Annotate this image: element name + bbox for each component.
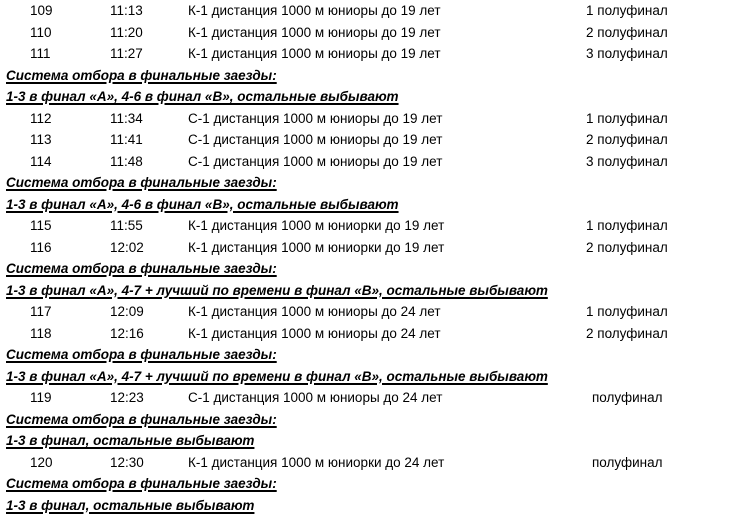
race-number: 111 [30, 43, 51, 65]
race-description: С-1 дистанция 1000 м юниоры до 19 лет [188, 151, 442, 173]
selection-rule: 1-3 в финал «А», 4-7 + лучший по времени в финал «В», остальные выбывают [0, 366, 750, 388]
schedule-section [0, 215, 750, 301]
selection-heading: Система отбора в финальные заезды: [0, 172, 750, 194]
race-description: С-1 дистанция 1000 м юниоры до 24 лет [188, 387, 442, 409]
race-time: 11:48 [110, 151, 143, 173]
race-description: К-1 дистанция 1000 м юниоры до 24 лет [188, 323, 441, 345]
race-number: 119 [30, 387, 52, 409]
selection-heading: Система отбора в финальные заезды: [0, 473, 750, 495]
race-number: 118 [30, 323, 52, 345]
race-time: 11:34 [110, 108, 143, 130]
race-row [0, 22, 750, 44]
race-row [0, 43, 750, 65]
schedule-section [0, 452, 750, 516]
race-time: 12:23 [110, 387, 144, 409]
race-row [0, 0, 750, 22]
selection-heading: Система отбора в финальные заезды: [0, 65, 750, 87]
race-description: К-1 дистанция 1000 м юниоры до 24 лет [188, 301, 441, 323]
race-stage: полуфинал [592, 387, 663, 409]
selection-rule: 1-3 в финал, остальные выбывают [0, 495, 750, 516]
race-row [0, 129, 750, 151]
race-row [0, 215, 750, 237]
race-description: К-1 дистанция 1000 м юниоры до 19 лет [188, 0, 441, 22]
race-description: К-1 дистанция 1000 м юниорки до 19 лет [188, 215, 444, 237]
race-stage: 1 полуфинал [586, 108, 668, 130]
race-stage: 2 полуфинал [586, 22, 668, 44]
race-stage: 2 полуфинал [586, 129, 668, 151]
selection-heading: Система отбора в финальные заезды: [0, 258, 750, 280]
race-number: 112 [30, 108, 52, 130]
race-number: 110 [30, 22, 52, 44]
race-description: С-1 дистанция 1000 м юниоры до 19 лет [188, 108, 442, 130]
race-stage: 2 полуфинал [586, 323, 668, 345]
race-time: 11:27 [110, 43, 143, 65]
selection-heading: Система отбора в финальные заезды: [0, 344, 750, 366]
race-time: 12:16 [110, 323, 144, 345]
race-number: 115 [30, 215, 52, 237]
race-description: К-1 дистанция 1000 м юниоры до 19 лет [188, 43, 441, 65]
race-row [0, 452, 750, 474]
schedule-section [0, 0, 750, 108]
race-number: 116 [30, 237, 52, 259]
race-number: 117 [30, 301, 52, 323]
race-row [0, 108, 750, 130]
selection-heading: Система отбора в финальные заезды: [0, 409, 750, 431]
race-time: 11:13 [110, 0, 143, 22]
race-row [0, 301, 750, 323]
schedule-section [0, 108, 750, 216]
race-stage: 1 полуфинал [586, 0, 668, 22]
race-number: 109 [30, 0, 53, 22]
race-row [0, 323, 750, 345]
race-row [0, 237, 750, 259]
selection-rule: 1-3 в финал «А», 4-6 в финал «В», остальные выбывают [0, 86, 750, 108]
selection-rule: 1-3 в финал «А», 4-6 в финал «В», остальные выбывают [0, 194, 750, 216]
race-stage: 1 полуфинал [586, 215, 668, 237]
race-stage: 3 полуфинал [586, 43, 668, 65]
race-stage: 2 полуфинал [586, 237, 668, 259]
race-number: 114 [30, 151, 52, 173]
race-description: К-1 дистанция 1000 м юниорки до 24 лет [188, 452, 444, 474]
selection-rule: 1-3 в финал, остальные выбывают [0, 430, 750, 452]
race-time: 12:09 [110, 301, 144, 323]
race-time: 11:20 [110, 22, 143, 44]
schedule-section [0, 387, 750, 452]
race-number: 120 [30, 452, 53, 474]
race-row [0, 387, 750, 409]
race-stage: 3 полуфинал [586, 151, 668, 173]
schedule-section [0, 301, 750, 387]
race-description: С-1 дистанция 1000 м юниоры до 19 лет [188, 129, 442, 151]
race-number: 113 [30, 129, 52, 151]
selection-rule: 1-3 в финал «А», 4-7 + лучший по времени в финал «В», остальные выбывают [0, 280, 750, 302]
race-stage: 1 полуфинал [586, 301, 668, 323]
race-time: 11:41 [110, 129, 143, 151]
race-time: 12:02 [110, 237, 144, 259]
race-time: 11:55 [110, 215, 143, 237]
race-row [0, 151, 750, 173]
race-description: К-1 дистанция 1000 м юниорки до 19 лет [188, 237, 444, 259]
race-description: К-1 дистанция 1000 м юниоры до 19 лет [188, 22, 441, 44]
race-stage: полуфинал [592, 452, 663, 474]
race-time: 12:30 [110, 452, 144, 474]
